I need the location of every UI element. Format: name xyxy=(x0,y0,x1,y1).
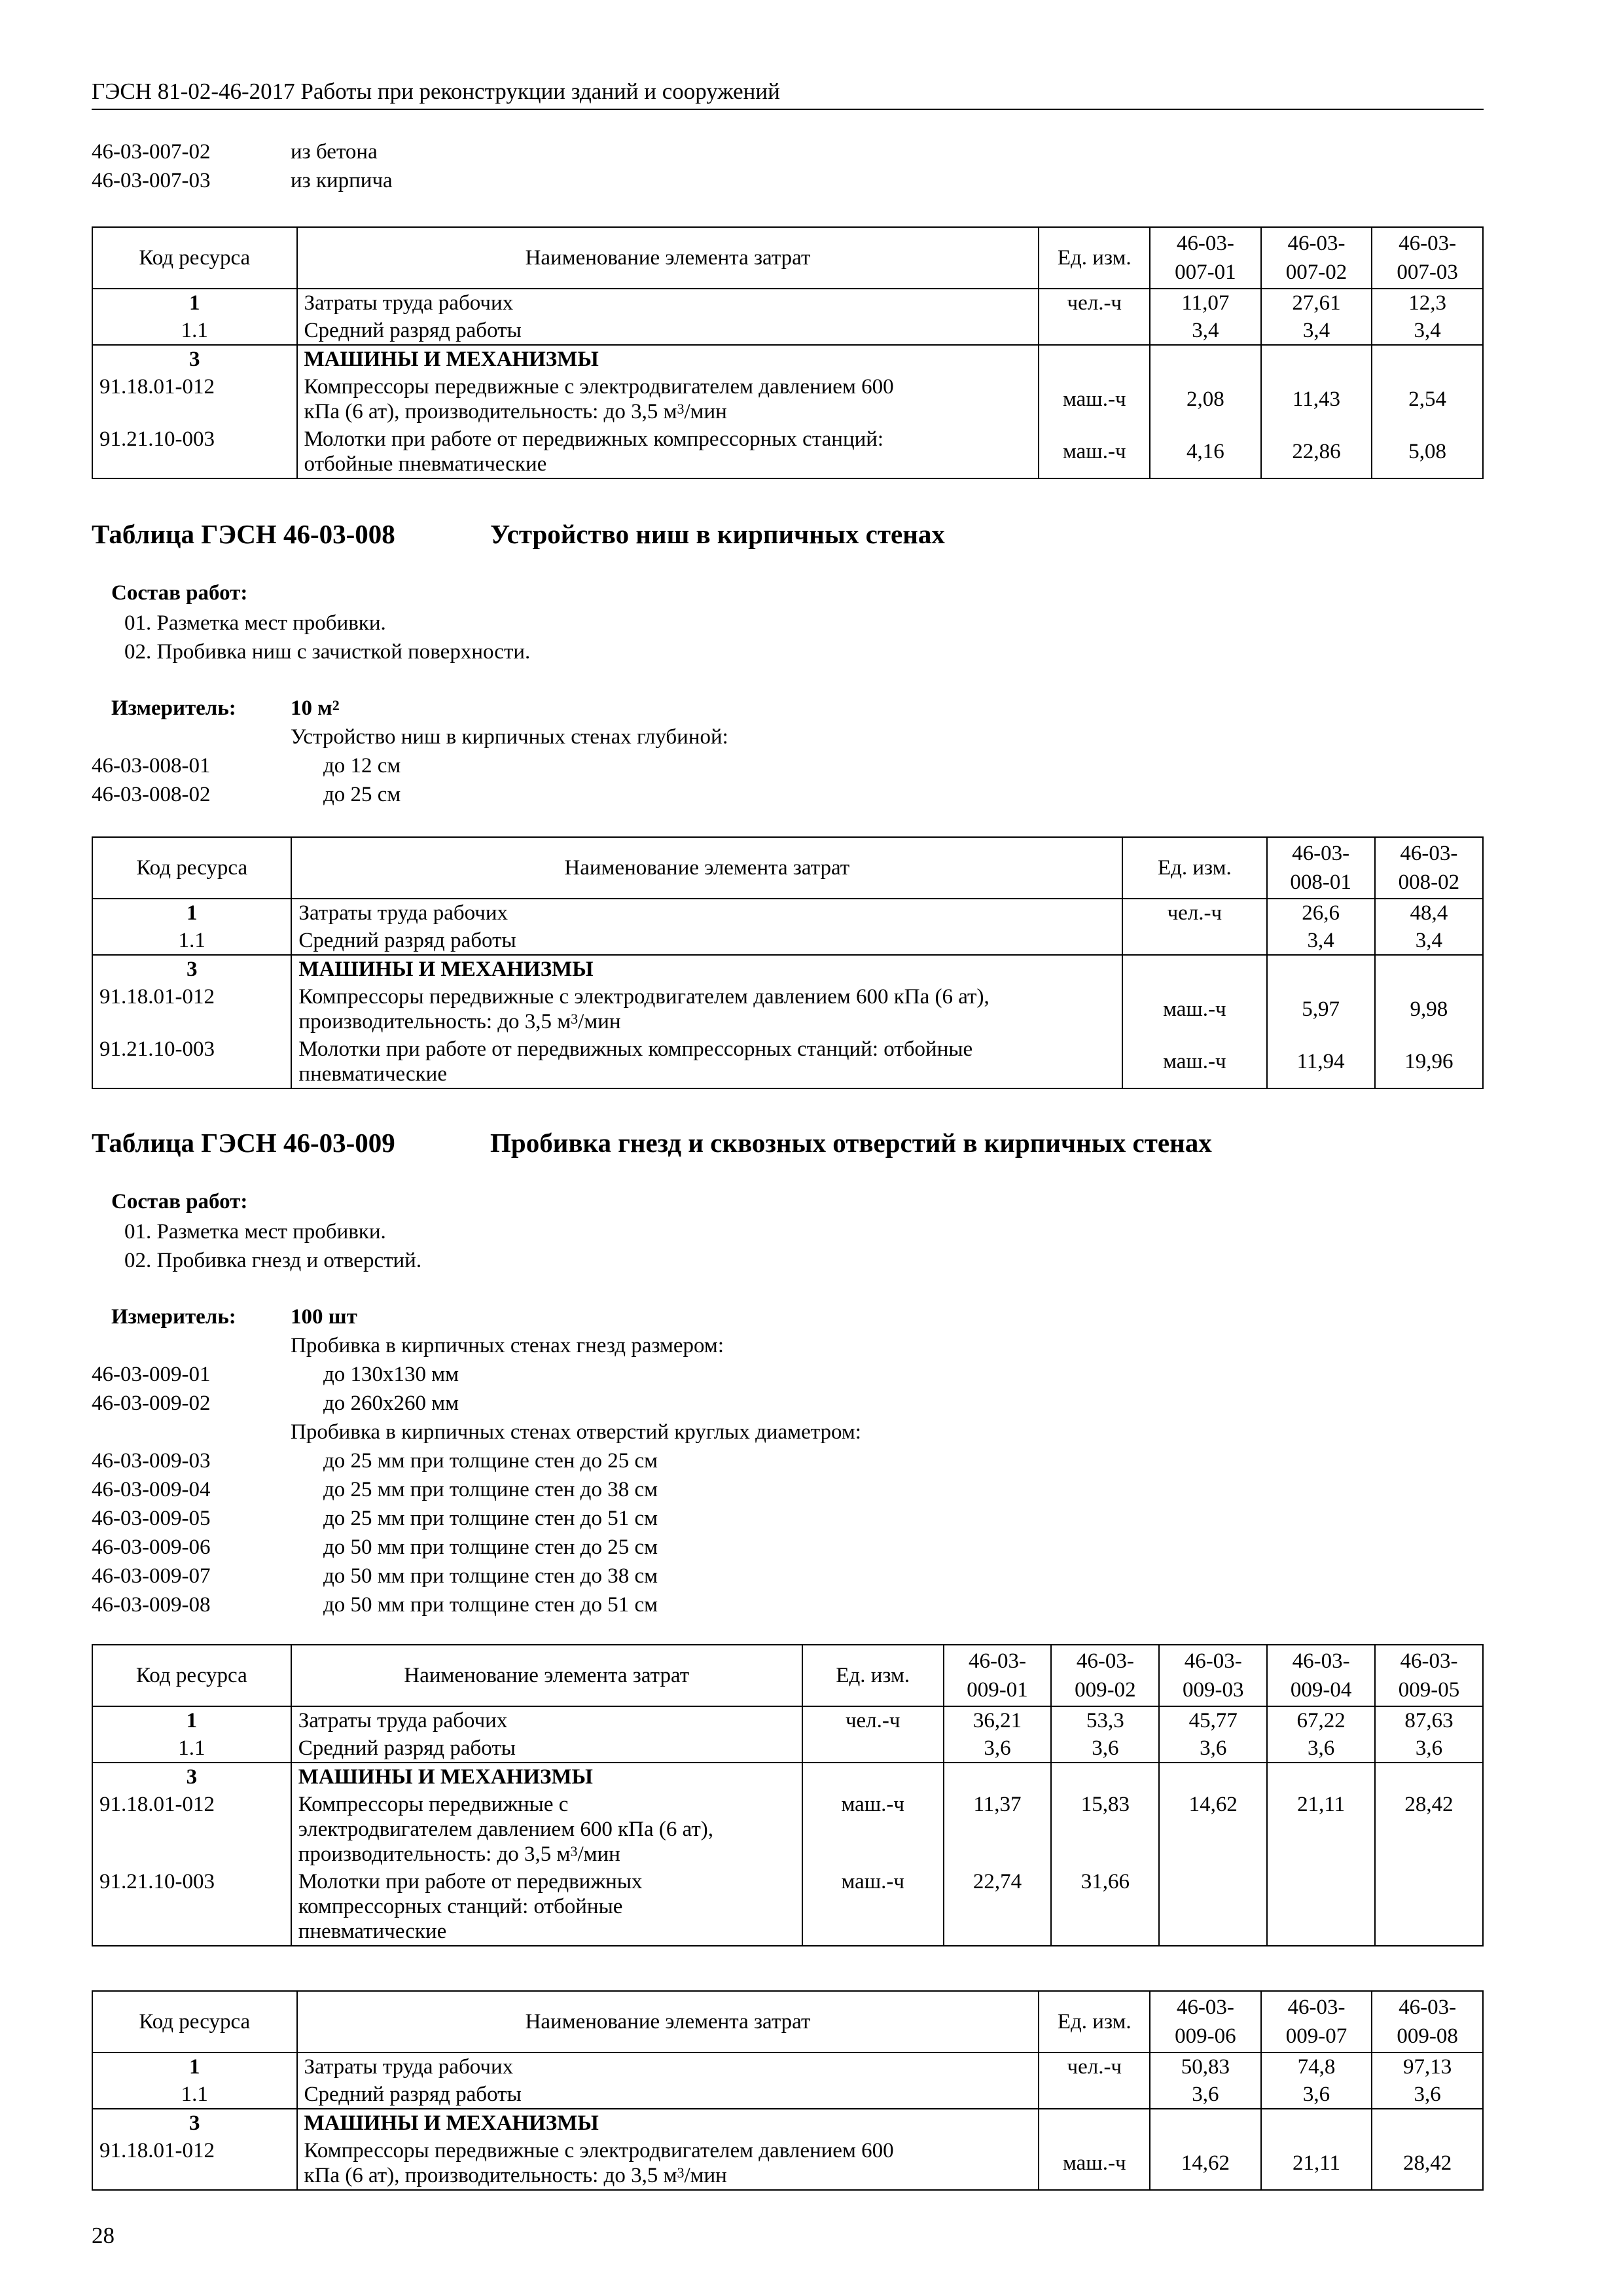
table-row: 3 МАШИНЫ И МЕХАНИЗМЫ xyxy=(92,1763,1483,1791)
measure-row: Измеритель: 10 $м^2$ xyxy=(111,696,340,720)
table-row: 1 Затраты труда рабочих чел.-ч 36,21 53,3 45,77 67,22 87,63 xyxy=(92,1706,1483,1734)
code-row: 46-03-009-08 до 50 мм при толщине стен до 51 см xyxy=(92,1593,658,1617)
work-composition-label: Состав работ: xyxy=(111,581,248,605)
table-row: 91.21.10-003 Молотки при работе от передвижных компрессорных станций: отбойные пневматические маш.-ч 22,74 31,66 xyxy=(92,1868,1483,1946)
code-row: 46-03-007-02 из бетона xyxy=(92,140,378,164)
table-row: 91.18.01-012 Компрессоры передвижные с электродвигателем давлением 600 кПа (6 ат), производительность: до 3,5 $м^3$/мин маш.-ч 5,97 9,98 xyxy=(92,983,1483,1035)
page-number: 28 xyxy=(92,2223,115,2248)
table-row: 91.18.01-012 Компрессоры передвижные с электродвигателем давлением 600 кПа (6 ат), производительность: до 3,5 $м^3$/мин маш.-ч 14,62 21,11 28,42 xyxy=(92,2137,1483,2190)
table-46-03-009-a: Код ресурса Наименование элемента затрат Ед. изм. 46-03- 009-01 46-03- 009-02 46-03- 009-03 46-03- 009-04 46-03- 009-05 1 Затраты труда рабочих чел.-ч 36,21 53,3 45,77 67,22 87,63 1.1 Средний разряд работы 3,6 3,6 3,6 3,6 3,6 3 МАШИНЫ И МЕХАНИЗМЫ 91.18.01-012 Компрессоры передвижные с электродвигателем давлением 600 кПа (6 ат), производительность: до 3,5 $м^3$/мин маш.-ч 11,37 15,83 14,62 21,11 28,42 91.21.10-003 Молотки при работе от передвижных компрессорных станций: отбойные пневматические маш.-ч 22,74 31,66 xyxy=(92,1644,1484,1946)
code-row: 46-03-008-01 до 12 см xyxy=(92,754,401,778)
table-row: 1.1 Средний разряд работы 3,6 3,6 3,6 3,6 3,6 xyxy=(92,1734,1483,1763)
table-row: 1 Затраты труда рабочих чел.-ч 11,07 27,61 12,3 xyxy=(92,289,1483,317)
table-row: 1.1 Средний разряд работы 3,4 3,4 xyxy=(92,927,1483,955)
work-list: 01. Разметка мест пробивки. 02. Пробивка ниш с зачисткой поверхности. xyxy=(124,611,531,664)
table-row: 91.21.10-003 Молотки при работе от передвижных компрессорных станций: отбойные пневматические маш.-ч 11,94 19,96 xyxy=(92,1035,1483,1088)
section-title-009: Таблица ГЭСН 46-03-009 Пробивка гнезд и сквозных отверстий в кирпичных стенах xyxy=(92,1128,1212,1158)
col-header-unit: Ед. изм. xyxy=(1039,227,1150,289)
table-row: 3 МАШИНЫ И МЕХАНИЗМЫ xyxy=(92,955,1483,983)
col-header-variant: 46-03- 007-03 xyxy=(1372,227,1483,289)
code-row: 46-03-008-02 до 25 см xyxy=(92,783,401,806)
col-header-name: Наименование элемента затрат xyxy=(297,227,1039,289)
code-row: 46-03-009-06 до 50 мм при толщине стен до 25 см xyxy=(92,1535,658,1559)
measure-row: Измеритель: 100 шт xyxy=(111,1305,357,1329)
code-row: 46-03-009-07 до 50 мм при толщине стен до 38 см xyxy=(92,1564,658,1588)
code-row: 46-03-009-03 до 25 мм при толщине стен до 25 см xyxy=(92,1449,658,1473)
code-list-009: Пробивка в кирпичных стенах гнезд размером: 46-03-009-01 до 130х130 мм 46-03-009-02 до 260х260 мм Пробивка в кирпичных стенах отверстий круглых диаметром: 46-03-009-03 до 25 мм при толщине стен до 25 см 46-03-009-04 до 25 мм при толщине стен до 38 см 46-03-009-05 до 25 мм при толщине стен до 51 см 46-03-009-06 до 50 мм при толщине стен до 25 см 46-03-009-07 до 50 мм при толщине стен до 38 см 46-03-009-08 до 50 мм при толщине стен до 51 см xyxy=(92,1331,861,1619)
table-46-03-007 xyxy=(92,226,1484,479)
table-row: 1.1 Средний разряд работы 3,6 3,6 3,6 xyxy=(92,2081,1483,2109)
work-list: 01. Разметка мест пробивки. 02. Пробивка гнезд и отверстий. xyxy=(124,1220,422,1272)
section-title-008: Таблица ГЭСН 46-03-008 Устройство ниш в кирпичных стенах xyxy=(92,519,945,549)
table-row: 3 МАШИНЫ И МЕХАНИЗМЫ xyxy=(92,2109,1483,2137)
table-row: 1 Затраты труда рабочих чел.-ч 50,83 74,8 97,13 xyxy=(92,2053,1483,2081)
table-row: 1 Затраты труда рабочих чел.-ч 26,6 48,4 xyxy=(92,899,1483,927)
table-row: 3 МАШИНЫ И МЕХАНИЗМЫ xyxy=(92,345,1483,373)
col-header-code: Код ресурса xyxy=(92,227,297,289)
code-row: 46-03-009-02 до 260х260 мм xyxy=(92,1391,459,1415)
top-codes-list xyxy=(92,137,393,195)
table-row: 91.21.10-003 Молотки при работе от передвижных компрессорных станций: отбойные пневматические маш.-ч 4,16 22,86 5,08 xyxy=(92,425,1483,478)
code-row: 46-03-009-01 до 130х130 мм xyxy=(92,1363,459,1386)
running-header: ГЭСН 81-02-46-2017 Работы при реконструкции зданий и сооружений xyxy=(92,79,1484,110)
table-row: 91.18.01-012 Компрессоры передвижные с электродвигателем давлением 600 кПа (6 ат), производительность: до 3,5 $м^3$/мин маш.-ч 11,37 15,83 14,62 21,11 28,42 xyxy=(92,1791,1483,1868)
code-row: 46-03-009-05 до 25 мм при толщине стен до 51 см xyxy=(92,1507,658,1530)
code-row: 46-03-009-04 до 25 мм при толщине стен до 38 см xyxy=(92,1478,658,1501)
table-row: 91.18.01-012 Компрессоры передвижные с электродвигателем давлением 600 кПа (6 ат), производительность: до 3,5 $м^3$/мин маш.-ч 2,08 11,43 2,54 xyxy=(92,373,1483,425)
table-46-03-009-b: Код ресурса Наименование элемента затрат Ед. изм. 46-03- 009-06 46-03- 009-07 46-03- 009-08 1 Затраты труда рабочих чел.-ч 50,83 74,8 97,13 1.1 Средний разряд работы 3,6 3,6 3,6 3 МАШИНЫ И МЕХАНИЗМЫ 91.18.01-012 Компрессоры передвижные с электродвигателем давлением 600 кПа (6 ат), производительность: до 3,5 $м^3$/мин маш.-ч 14,62 21,11 28,42 xyxy=(92,1990,1484,2191)
col-header-variant: 46-03- 007-01 xyxy=(1150,227,1261,289)
table-row: 1.1 Средний разряд работы 3,4 3,4 3,4 xyxy=(92,317,1483,345)
code-row: 46-03-007-03 из кирпича xyxy=(92,169,393,192)
col-header-variant: 46-03- 007-02 xyxy=(1261,227,1372,289)
code-list-008: Устройство ниш в кирпичных стенах глубиной: 46-03-008-01 до 12 см 46-03-008-02 до 25 см xyxy=(92,723,728,809)
table-46-03-008: Код ресурса Наименование элемента затрат Ед. изм. 46-03- 008-01 46-03- 008-02 1 Затраты труда рабочих чел.-ч 26,6 48,4 1.1 Средний разряд работы 3,4 3,4 3 МАШИНЫ И МЕХАНИЗМЫ 91.18.01-012 Компрессоры передвижные с электродвигателем давлением 600 кПа (6 ат), производительность: до 3,5 $м^3$/мин маш.-ч 5,97 9,98 91.21.10-003 Молотки при работе от передвижных компрессорных станций: отбойные пневматические маш.-ч 11,94 19,96 xyxy=(92,836,1484,1089)
